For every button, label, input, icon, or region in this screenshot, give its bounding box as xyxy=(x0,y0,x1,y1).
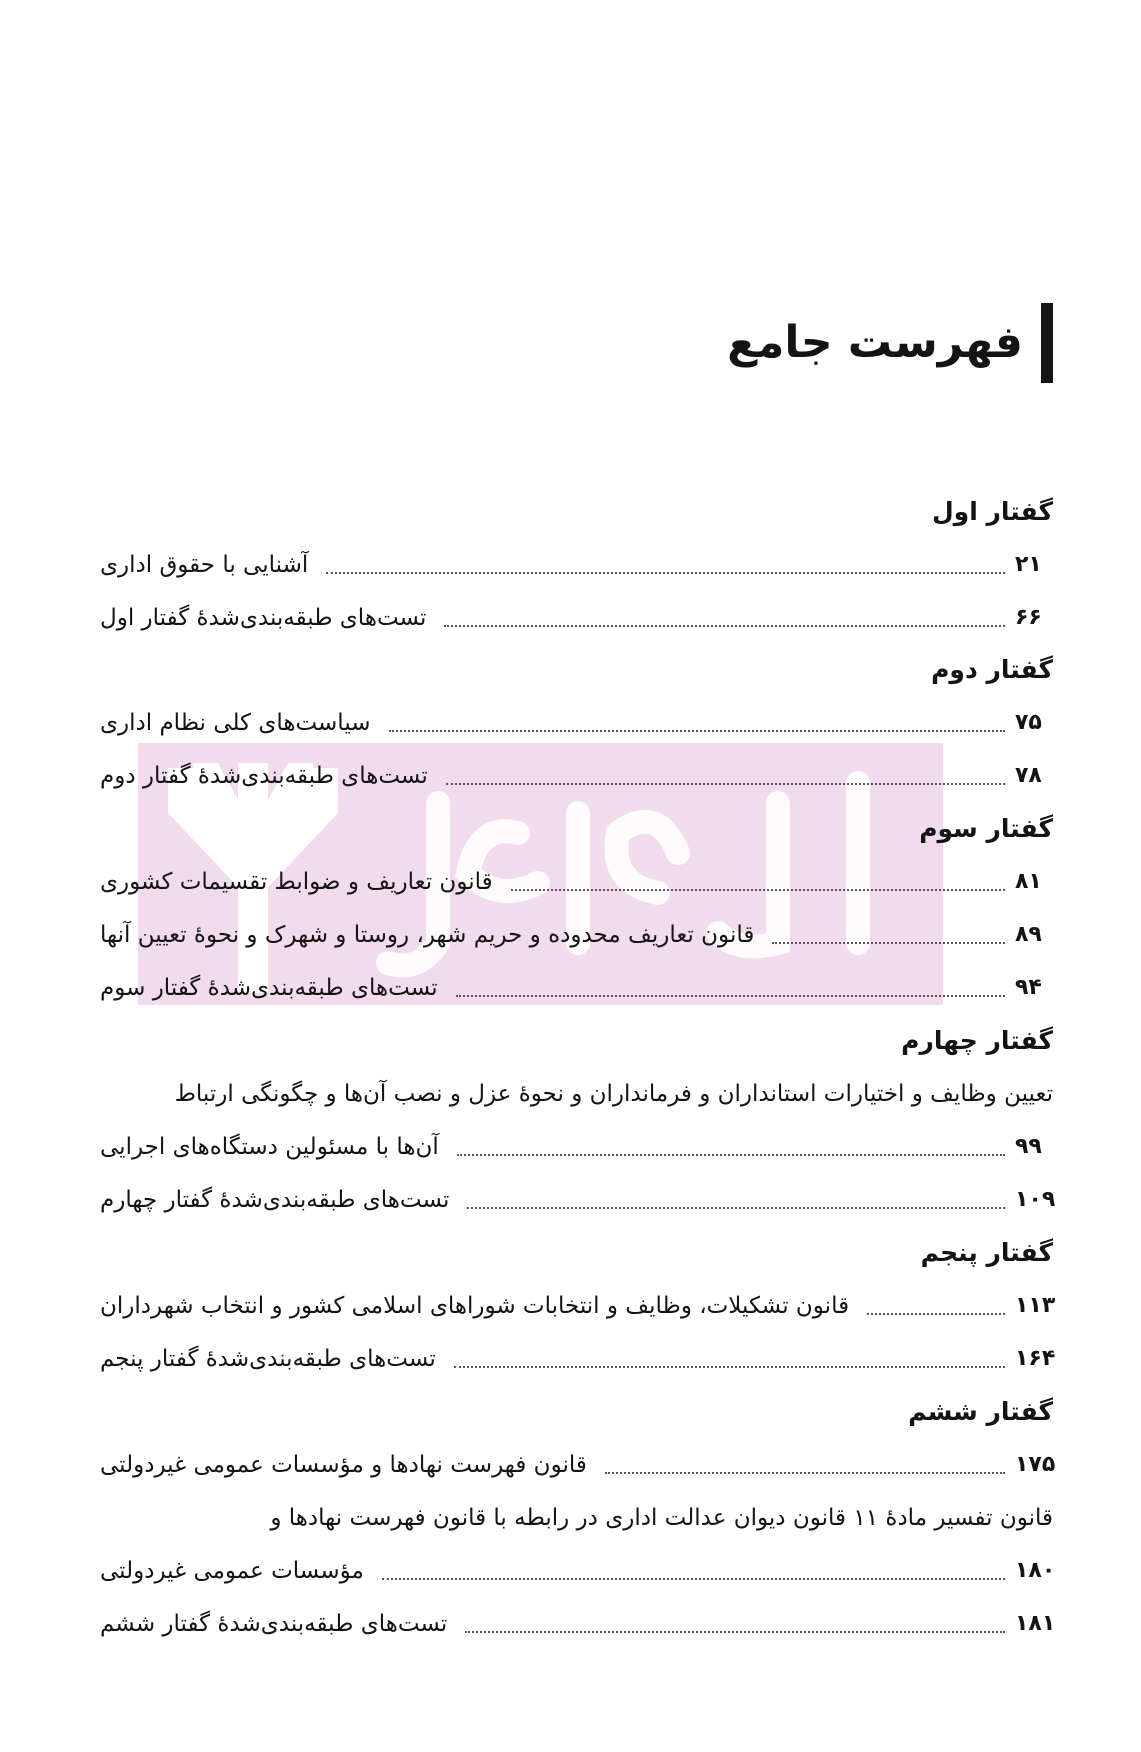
page-number: ۹۴ xyxy=(1015,975,1042,1000)
page-number: ۱۶۴ xyxy=(1015,1346,1056,1371)
entry-title: تست‌های طبقه‌بندی‌شدهٔ گفتار پنجم xyxy=(100,1346,436,1372)
toc-entry[interactable] xyxy=(100,1127,1053,1167)
page-title: فهرست جامع xyxy=(727,317,1023,368)
entry-title: آن‌ها با مسئولین دستگاه‌های اجرایی xyxy=(100,1134,439,1160)
dot-leader xyxy=(465,1631,1005,1633)
dot-leader xyxy=(326,572,1005,574)
entry-title: مؤسسات عمومی غیردولتی xyxy=(100,1558,364,1584)
page-number: ۷۸ xyxy=(1015,763,1042,788)
entry-title: تست‌های طبقه‌بندی‌شدهٔ گفتار چهارم xyxy=(100,1187,450,1213)
dot-leader xyxy=(605,1472,1005,1474)
entry-title: قانون تعاریف و ضوابط تقسیمات کشوری xyxy=(100,869,493,895)
page-number: ۱۷۵ xyxy=(1015,1452,1056,1477)
section-heading-5: گفتار پنجم xyxy=(920,1238,1053,1267)
toc-entry[interactable] xyxy=(100,1551,1056,1591)
entry-title-line1[interactable]: تعیین وظایف و اختیارات استانداران و فرمانداران و نحوهٔ عزل و نصب آن‌ها و چگونگی ارتباط xyxy=(174,1081,1053,1107)
toc-entry[interactable] xyxy=(100,598,1053,638)
dot-leader xyxy=(467,1207,1005,1209)
dot-leader xyxy=(511,889,1005,891)
page-number: ۸۱ xyxy=(1015,869,1042,894)
toc-entry[interactable] xyxy=(100,968,1053,1008)
dot-leader xyxy=(456,995,1005,997)
dot-leader xyxy=(444,625,1005,627)
page-number: ۱۸۰ xyxy=(1015,1558,1056,1583)
dot-leader xyxy=(446,783,1005,785)
section-heading-4: گفتار چهارم xyxy=(901,1026,1053,1055)
entry-title-line1[interactable]: قانون تفسیر مادهٔ ۱۱ قانون دیوان عدالت اداری در رابطه با قانون فهرست نهادها و xyxy=(270,1505,1053,1531)
section-heading-2: گفتار دوم xyxy=(931,655,1053,684)
dot-leader xyxy=(867,1313,1005,1315)
title-block xyxy=(727,303,1053,383)
page-number: ۲۱ xyxy=(1015,552,1042,577)
entry-title: قانون تعاریف محدوده و حریم شهر، روستا و شهرک و نحوهٔ تعیین آنها xyxy=(100,922,755,948)
entry-title: تست‌های طبقه‌بندی‌شدهٔ گفتار اول xyxy=(100,605,427,631)
entry-title: تست‌های طبقه‌بندی‌شدهٔ گفتار ششم xyxy=(100,1611,448,1637)
page-number: ۱۰۹ xyxy=(1015,1187,1056,1212)
dot-leader xyxy=(454,1366,1005,1368)
section-heading-6: گفتار ششم xyxy=(908,1397,1053,1426)
entry-title: آشنایی با حقوق اداری xyxy=(100,552,309,578)
dot-leader xyxy=(382,1578,1005,1580)
page-number: ۶۶ xyxy=(1015,605,1042,630)
toc-entry[interactable] xyxy=(100,1286,1056,1326)
dot-leader xyxy=(457,1154,1005,1156)
entry-title: تست‌های طبقه‌بندی‌شدهٔ گفتار سوم xyxy=(100,975,438,1001)
title-accent-bar xyxy=(1041,303,1053,383)
entry-title: قانون فهرست نهادها و مؤسسات عمومی غیردولتی xyxy=(100,1452,587,1478)
page-number: ۱۸۱ xyxy=(1015,1611,1056,1636)
page-number: ۷۵ xyxy=(1015,710,1042,735)
entry-title: سیاست‌های کلی نظام اداری xyxy=(100,710,371,736)
page-number: ۱۱۳ xyxy=(1015,1293,1056,1318)
dot-leader xyxy=(389,730,1005,732)
toc-entry[interactable] xyxy=(100,1180,1056,1220)
section-heading-3: گفتار سوم xyxy=(919,814,1053,843)
section-heading-1: گفتار اول xyxy=(931,497,1053,526)
toc-entry[interactable] xyxy=(100,915,1053,955)
toc-entry[interactable] xyxy=(100,703,1053,743)
page-number: ۹۹ xyxy=(1015,1134,1042,1159)
toc-entry[interactable] xyxy=(100,756,1053,796)
toc-entry[interactable] xyxy=(100,1604,1056,1644)
toc-entry[interactable] xyxy=(100,862,1053,902)
dot-leader xyxy=(772,942,1005,944)
toc-entry[interactable] xyxy=(100,1339,1056,1379)
toc-entry[interactable] xyxy=(100,1445,1056,1485)
page-number: ۸۹ xyxy=(1015,922,1042,947)
entry-title: تست‌های طبقه‌بندی‌شدهٔ گفتار دوم xyxy=(100,763,428,789)
entry-title: قانون تشکیلات، وظایف و انتخابات شوراهای اسلامی کشور و انتخاب شهرداران xyxy=(100,1293,850,1319)
toc-entry[interactable] xyxy=(100,545,1053,585)
